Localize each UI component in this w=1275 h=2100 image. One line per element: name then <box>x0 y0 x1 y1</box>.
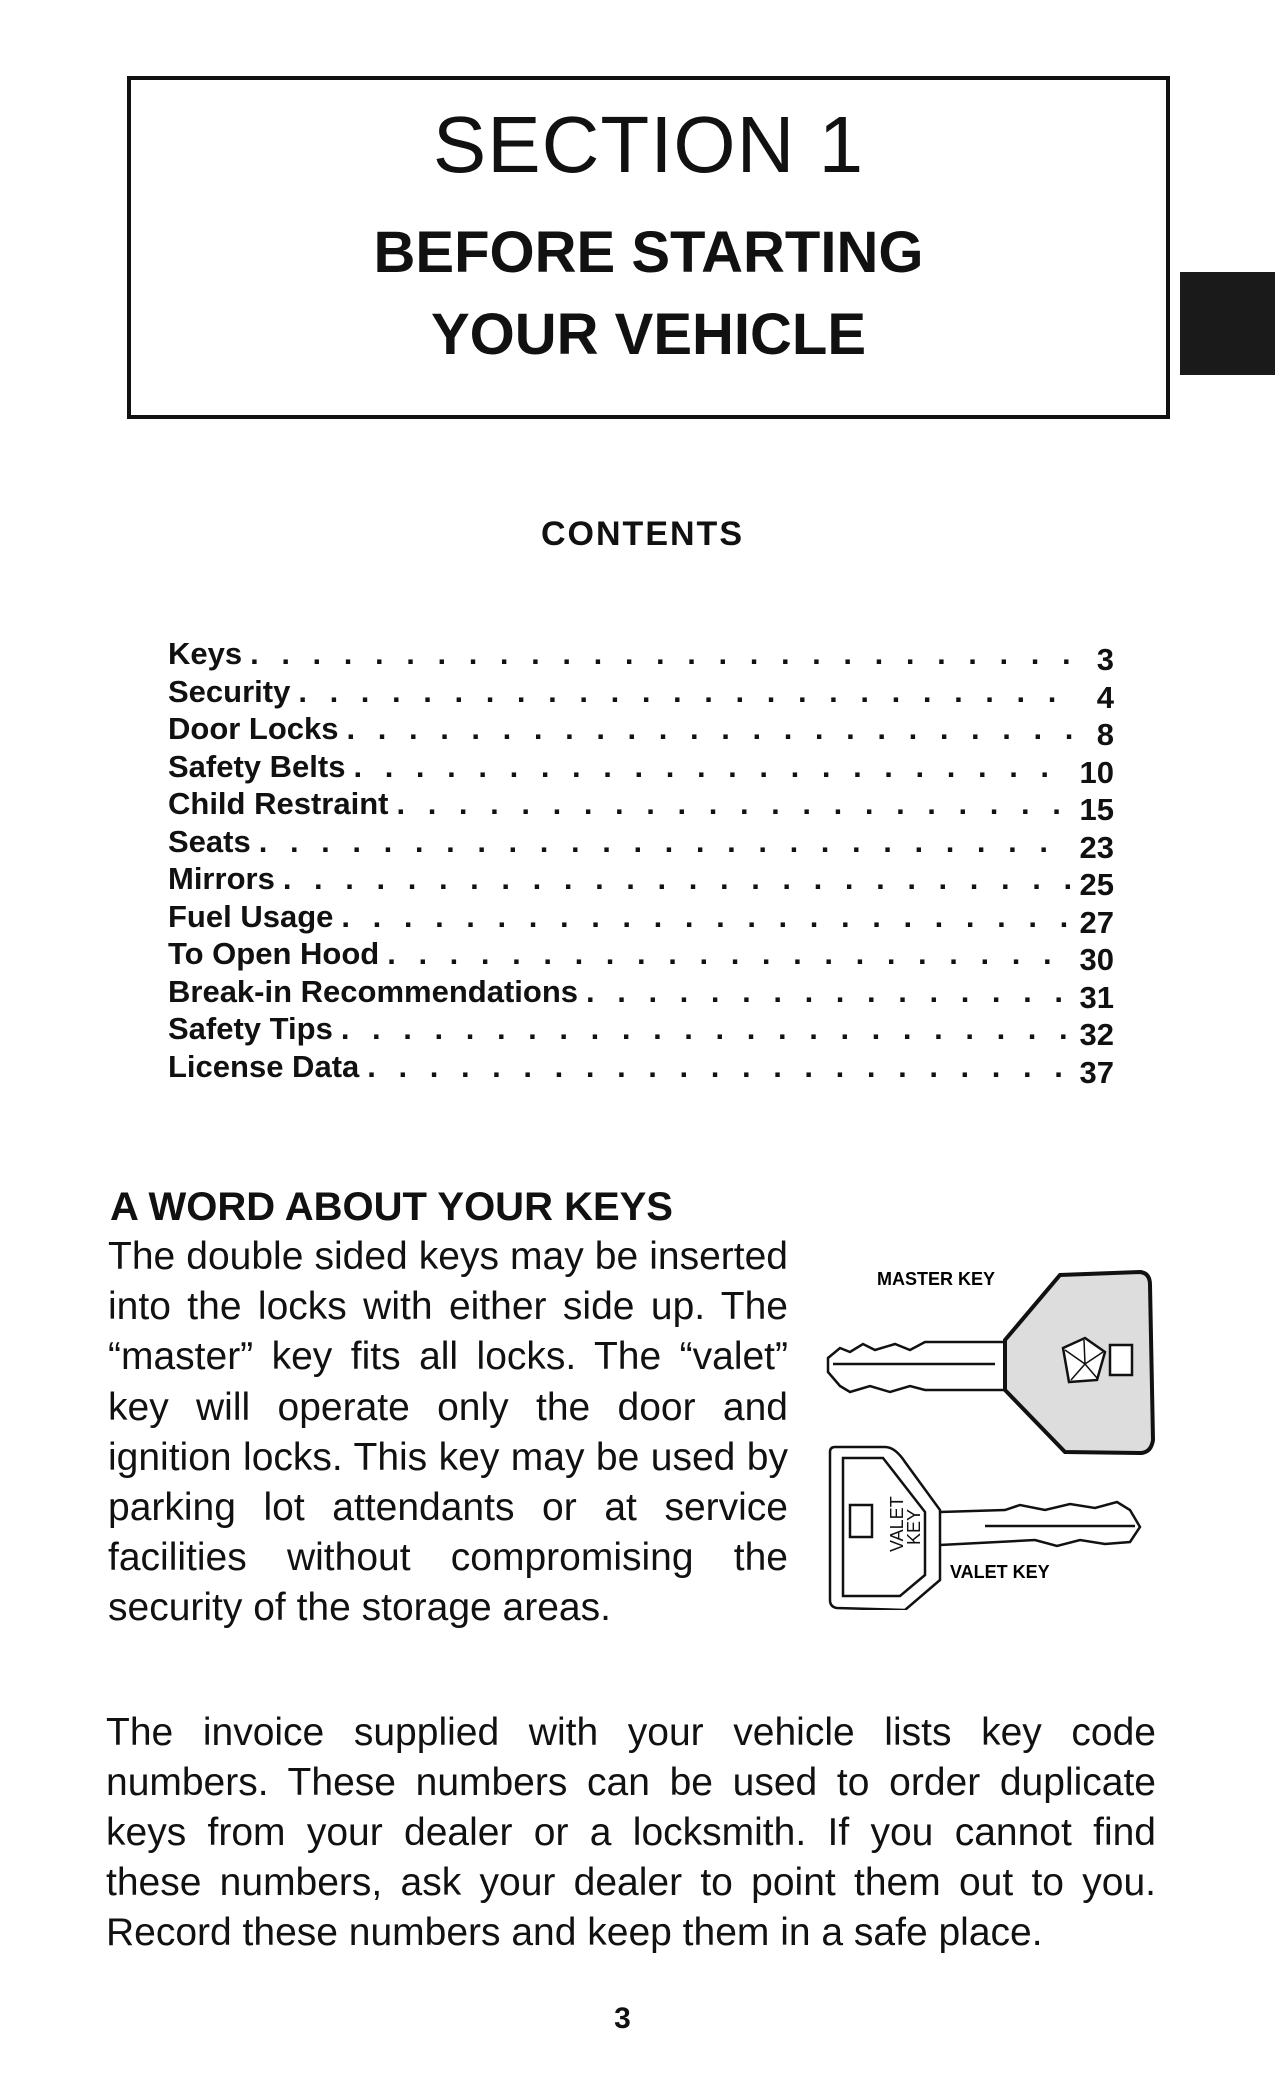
table-of-contents <box>168 636 1114 1090</box>
toc-entry <box>168 673 1114 715</box>
toc-page: 25 <box>1079 867 1114 902</box>
toc-label: Keys <box>168 636 243 671</box>
valet-key-label: VALET KEY <box>950 1562 1050 1582</box>
toc-leader-dots <box>347 711 1072 747</box>
toc-entry <box>168 936 1114 977</box>
toc-page: 32 <box>1079 1017 1114 1052</box>
valet-stamp-line2: KEY <box>904 1508 924 1545</box>
toc-entry <box>168 898 1114 940</box>
toc-label: Fuel Usage <box>168 898 334 934</box>
toc-leader-dots <box>387 936 1071 972</box>
toc-label: To Open Hood <box>168 936 380 971</box>
toc-leader-dots <box>353 749 1071 785</box>
toc-page: 15 <box>1079 792 1114 827</box>
toc-label: Break-in Recommendations <box>168 973 578 1009</box>
keys-paragraph-1: The double sided keys may be inserted into the locks with either side up. The “master” key fits all locks. The “valet” key will operate only the door and ignition locks. This key may be used by parking lot attendants or at service facilities without compromising the security of the storage areas. <box>108 1235 788 1630</box>
master-key-label: MASTER KEY <box>877 1269 996 1289</box>
toc-entry <box>168 711 1114 752</box>
toc-entry <box>168 1011 1114 1052</box>
master-key-icon <box>828 1272 1153 1453</box>
toc-label: Safety Belts <box>168 748 346 784</box>
toc-page: 10 <box>1079 754 1114 790</box>
toc-label: Door Locks <box>168 711 339 746</box>
toc-page: 27 <box>1079 904 1114 940</box>
toc-leader-dots <box>586 974 1072 1010</box>
toc-leader-dots <box>367 1049 1071 1085</box>
toc-entry <box>168 861 1114 902</box>
contents-heading: CONTENTS <box>541 515 744 553</box>
toc-page: 8 <box>1096 717 1114 752</box>
toc-page: 30 <box>1079 942 1114 977</box>
toc-leader-dots <box>250 636 1072 672</box>
section-number: SECTION 1 <box>432 100 865 189</box>
toc-leader-dots <box>341 1011 1072 1047</box>
toc-label: License Data <box>168 1048 360 1084</box>
toc-label: Safety Tips <box>168 1011 333 1046</box>
valet-key-icon <box>830 1447 1140 1610</box>
toc-leader-dots <box>341 899 1071 935</box>
section-title-line1: BEFORE STARTING <box>373 220 924 285</box>
toc-leader-dots <box>259 824 1072 860</box>
toc-entry <box>168 636 1114 677</box>
section-title-box <box>127 76 1170 419</box>
toc-label: Seats <box>168 823 251 859</box>
toc-label: Mirrors <box>168 861 275 896</box>
toc-leader-dots <box>298 674 1072 710</box>
page-number: 3 <box>614 2002 631 2035</box>
toc-entry <box>168 1048 1114 1090</box>
keys-illustration <box>795 1240 1175 1610</box>
section-title-line2: YOUR VEHICLE <box>430 302 867 367</box>
toc-page: 3 <box>1096 642 1114 677</box>
toc-label: Security <box>168 673 291 709</box>
toc-leader-dots <box>283 861 1072 897</box>
keys-paragraph-2: The invoice supplied with your vehicle lists key code numbers. These numbers can be used to order duplicate keys from your dealer or a locksmith. If you cannot find these numbers, ask your dealer to point them out to you. Record these numbers and keep them in a safe place. <box>106 1711 1156 1954</box>
valet-stamp-line1: VALET <box>887 1496 907 1552</box>
toc-page: 37 <box>1079 1054 1114 1090</box>
toc-entry <box>168 786 1114 827</box>
toc-leader-dots <box>396 786 1071 822</box>
toc-page: 4 <box>1096 679 1114 715</box>
keys-heading: A WORD ABOUT YOUR KEYS <box>110 1185 673 1229</box>
toc-page: 31 <box>1079 979 1114 1015</box>
toc-entry <box>168 823 1114 865</box>
toc-label: Child Restraint <box>168 786 389 821</box>
section-tab-marker <box>1180 272 1275 375</box>
toc-entry <box>168 973 1114 1015</box>
toc-page: 23 <box>1079 829 1114 865</box>
toc-entry <box>168 748 1114 790</box>
